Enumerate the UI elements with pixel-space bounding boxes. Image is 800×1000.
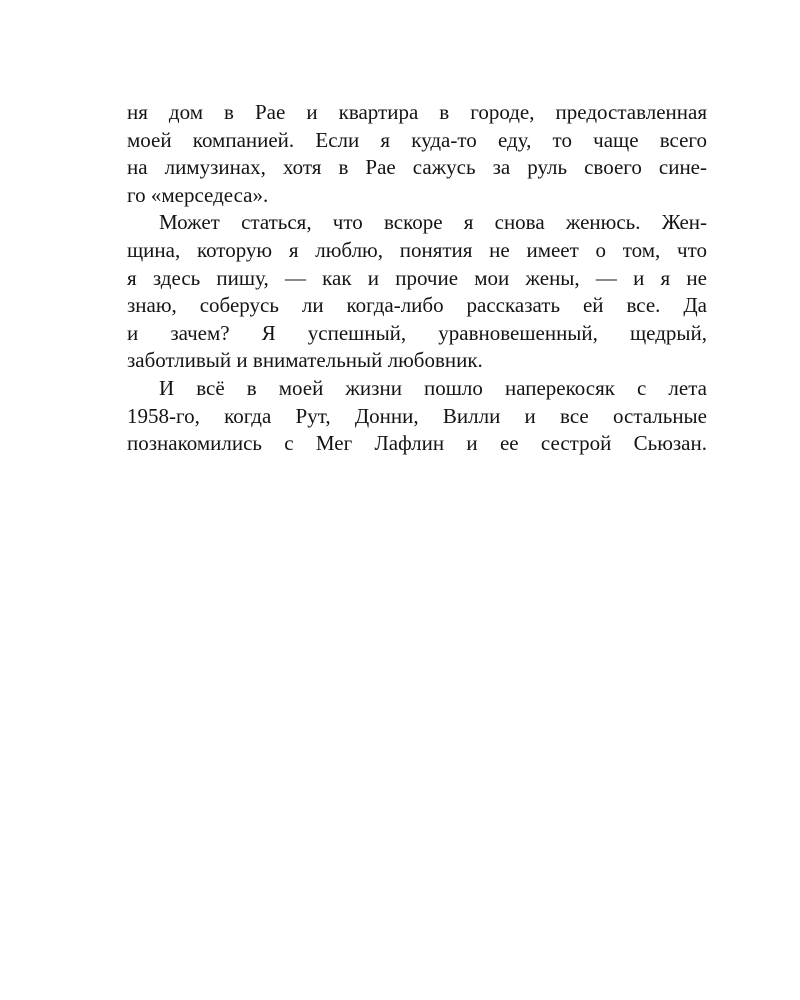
text-line: Может статься, что вскоре я снова женюсь. Жен- bbox=[159, 210, 707, 235]
text-line: ня дом в Рае и квартира в городе, предоставленная bbox=[127, 100, 707, 124]
text-line: на лимузинах, хотя в Рае сажусь за руль своего сине- bbox=[127, 155, 707, 180]
text-line: знаю, соберусь ли когда-либо рассказать ей все. Да bbox=[127, 293, 707, 318]
text-line: И всё в моей жизни пошло наперекосяк с лета bbox=[159, 375, 707, 400]
body-text bbox=[127, 99, 707, 458]
text-line: заботливый и внимательный любовник. bbox=[127, 348, 483, 373]
text-line: я здесь пишу, — как и прочие мои жены, — и я не bbox=[127, 265, 707, 290]
text-line: познакомились с Мег Лафлин и ее сестрой Сьюзан. bbox=[127, 431, 707, 456]
text-line: и зачем? Я успешный, уравновешенный, щедрый, bbox=[127, 320, 707, 345]
paragraph-2 bbox=[127, 209, 707, 375]
text-line: моей компанией. Если я куда-то еду, то чаще всего bbox=[127, 127, 707, 152]
text-line: щина, которую я люблю, понятия не имеет о том, что bbox=[127, 237, 707, 262]
paragraph-1 bbox=[127, 99, 707, 209]
text-line: го «мерседеса». bbox=[127, 182, 269, 207]
paragraph-3 bbox=[127, 375, 707, 458]
text-line: 1958-го, когда Рут, Донни, Вилли и все остальные bbox=[127, 403, 707, 428]
